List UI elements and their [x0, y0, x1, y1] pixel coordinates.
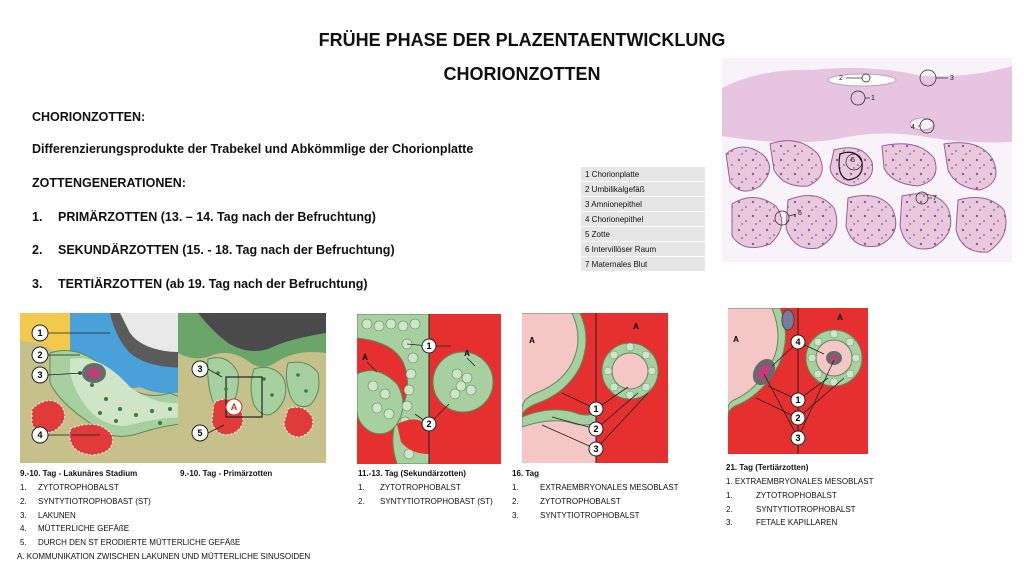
generations-heading: ZOTTENGENERATIONEN:	[32, 176, 186, 190]
caption-item	[512, 511, 679, 520]
caption-item-text: FETALE KAPILLAREN	[756, 518, 838, 528]
caption-item-number: 3.	[512, 510, 519, 520]
generation-number: 3.	[32, 277, 43, 291]
legend-item: 4 Chorionepithel	[581, 212, 706, 227]
caption-item-text: ZYTOTROPHOBALST	[38, 483, 119, 493]
fig4-label-a-right: A	[633, 322, 639, 331]
histology-micrograph	[722, 58, 1012, 262]
caption-heading: 9.-10. Tag - Lakunäres Stadium	[20, 469, 138, 478]
fig1-label-1: 1	[37, 328, 43, 338]
caption-item-number: 1.	[358, 483, 365, 493]
generation-number: 1.	[32, 210, 43, 224]
page-title: FRÜHE PHASE DER PLAZENTAENTWICKLUNG	[318, 30, 726, 50]
fig2-label-a: A	[230, 402, 238, 412]
caption-item	[20, 483, 310, 492]
fig4-label-3: 3	[593, 444, 599, 454]
caption-primary-villi	[180, 469, 272, 483]
caption-item	[358, 497, 493, 506]
caption-day-16	[512, 469, 679, 524]
caption-item-number: 5.	[20, 537, 27, 547]
generation-item	[32, 277, 368, 291]
caption-item	[358, 483, 493, 492]
caption-item	[20, 511, 310, 520]
caption-item-number: 2.	[20, 496, 27, 506]
caption-item	[726, 518, 873, 527]
fig2-label-3: 3	[197, 364, 203, 374]
micro-label-4: 4	[911, 124, 915, 131]
caption-item-text: SYNTYTIOTROPHOBALST	[540, 510, 640, 520]
fig5-label-3: 3	[795, 433, 801, 443]
figure-day-16	[522, 313, 668, 463]
fig5-label-2: 2	[795, 413, 801, 423]
caption-item-text: ZYTOTROPHOBALST	[756, 490, 837, 500]
caption-item-text: ZYTOTROPHOBALST	[540, 496, 621, 506]
fig1-label-3: 3	[37, 370, 43, 380]
caption-heading: 9.-10. Tag - Primärzotten	[180, 469, 273, 478]
caption-item-number: 1.	[512, 483, 519, 493]
caption-item-number: 2.	[358, 496, 365, 506]
caption-item-text: ZYTOTROPHOBALST	[380, 483, 461, 493]
generation-number: 2.	[32, 243, 43, 257]
fig3-label-1: 1	[426, 341, 432, 351]
fig5-label-a-right: A	[837, 313, 843, 322]
caption-item	[20, 497, 310, 506]
generation-text: PRIMÄRZOTTEN (13. – 14. Tag nach der Befruchtung)	[58, 210, 376, 224]
legend-item: 2 Umbilikalgefäß	[581, 182, 706, 197]
caption-item	[726, 505, 873, 514]
fig5-label-a-left: A	[733, 335, 739, 344]
caption-item-text: SYNTYTIOTROPHOBALST	[756, 504, 856, 514]
page-subtitle: CHORIONZOTTEN	[443, 64, 601, 84]
caption-item	[512, 483, 679, 492]
fig5-label-4: 4	[795, 337, 801, 347]
caption-item-number: 2.	[726, 504, 733, 514]
generation-text: TERTIÄRZOTTEN (ab 19. Tag nach der Befruchtung)	[58, 277, 368, 291]
caption-item-number: 1.	[726, 490, 733, 500]
caption-heading: 11.-13. Tag (Sekundärzotten)	[358, 469, 466, 478]
fig3-label-2: 2	[426, 419, 432, 429]
caption-heading: 16. Tag	[512, 469, 539, 478]
fig2-label-5: 5	[197, 428, 203, 438]
generation-text: SEKUNDÄRZOTTEN (15. - 18. Tag nach der Befruchtung)	[58, 243, 395, 257]
legend-item: 1 Chorionplatte	[581, 167, 706, 182]
caption-item-text: EXTRAEMBRYONALES MESOBLAST	[540, 483, 679, 493]
fig3-label-a-left: A	[362, 353, 368, 362]
caption-item-text: LAKUNEN	[38, 510, 76, 520]
caption-heading: 21. Tag (Tertiärzotten)	[726, 463, 809, 472]
legend-item: 6 Intervillöser Raum	[581, 242, 706, 257]
caption-item	[512, 497, 679, 506]
caption-item-number: 1.	[20, 483, 27, 493]
caption-item	[20, 524, 310, 533]
legend-table	[580, 166, 706, 272]
caption-item	[20, 538, 310, 547]
caption-secondary-villi	[358, 469, 493, 511]
fig5-label-1: 1	[795, 395, 801, 405]
micro-label-1: 1	[871, 95, 875, 102]
generation-item	[32, 243, 395, 257]
fig1-label-4: 4	[37, 430, 43, 440]
figure-day-21	[728, 308, 868, 454]
fig4-label-2: 2	[593, 424, 599, 434]
caption-item	[726, 491, 873, 500]
caption-item-number: 3.	[726, 518, 733, 528]
legend-item: 3 Amnionepithel	[581, 197, 706, 212]
caption-item-text: SYNTYTIOTROPHOBAST (ST)	[38, 496, 151, 506]
caption-item-text: DURCH DEN ST ERODIERTE MÜTTERLICHE GEFÄßE	[38, 537, 241, 547]
micro-label-2: 2	[839, 75, 843, 82]
caption-item-number: 3.	[20, 510, 27, 520]
micro-label-6: 6	[798, 210, 802, 217]
caption-footer: A. KOMMUNIKATION ZWISCHEN LAKUNEN UND MÜTTERLICHE SINUSOIDEN	[17, 551, 311, 561]
caption-item-number: 4.	[20, 524, 27, 534]
fig3-label-a-right: A	[464, 349, 470, 358]
intro-heading: CHORIONZOTTEN:	[32, 110, 146, 124]
caption-day-21	[726, 463, 873, 532]
fig4-label-1: 1	[593, 404, 599, 414]
caption-item-text: MÜTTERLICHE GEFÄßE	[38, 524, 130, 534]
generation-item	[32, 210, 376, 224]
caption-item-text: SYNTYTIOTROPHOBAST (ST)	[380, 496, 493, 506]
caption-item-number: 2.	[512, 496, 519, 506]
intro-definition: Differenzierungsprodukte der Trabekel und Abkömmlige der Chorionplatte	[32, 142, 474, 156]
micro-label-7: 7	[933, 195, 937, 202]
fig1-label-2: 2	[37, 350, 43, 360]
figure-secondary-villi	[357, 314, 501, 464]
figure-primary-villi	[178, 313, 326, 463]
micro-label-3: 3	[950, 75, 954, 82]
legend-item: 5 Zotte	[581, 227, 706, 242]
caption-subheading: 1. EXTRAEMBRYONALES MESOBLAST	[726, 477, 874, 487]
legend-item: 7 Maternales Blut	[581, 257, 706, 272]
micro-label-5: 5	[851, 157, 855, 164]
fig4-label-a-left: A	[529, 336, 535, 345]
